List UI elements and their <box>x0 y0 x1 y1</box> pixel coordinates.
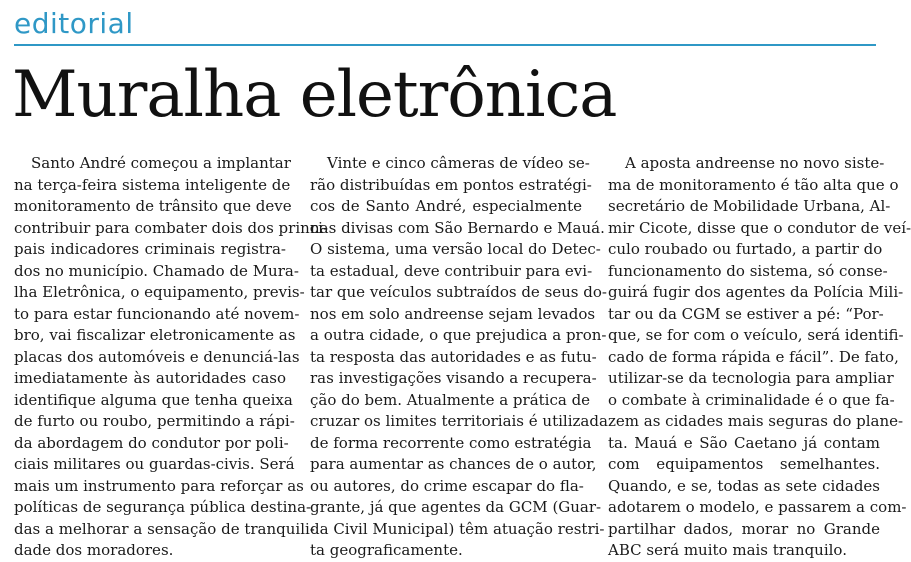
text-line: com equipamentos semelhantes. <box>608 455 880 473</box>
text-line: Vinte e cinco câmeras de vídeo se- <box>327 154 590 172</box>
text-line: que, se for com o veículo, será identifi- <box>608 326 904 344</box>
text-line: mais um instrumento para reforçar as <box>14 476 304 495</box>
text-line: utilizar-se da tecnologia para ampliar <box>608 369 894 387</box>
text-line: dos no município. Chamado de Mura- <box>14 261 299 280</box>
text-line: secretário de Mobilidade Urbana, Al- <box>608 197 891 215</box>
text-line: ou autores, do crime escapar do fla- <box>310 476 584 495</box>
text-line: das a melhorar a sensação de tranquili- <box>14 519 315 538</box>
text-line: da abordagem do condutor por poli- <box>14 433 289 452</box>
text-line: nos em solo andreense sejam levados <box>310 304 596 323</box>
text-line: zem as cidades mais seguras do plane- <box>608 412 904 430</box>
text-line: Santo André começou a implantar <box>31 154 291 172</box>
text-line: a outra cidade, o que prejudica a pron- <box>310 326 607 344</box>
text-line: bro, vai fiscalizar eletronicamente as <box>14 326 296 344</box>
text-line: ção do bem. Atualmente a prática de <box>310 390 591 409</box>
text-line: ras investigações visando a recupera- <box>310 369 597 387</box>
text-line: ta resposta das autoridades e as futu- <box>310 347 597 366</box>
text-line: grante, já que agentes da GCM (Guar- <box>310 498 602 516</box>
text-line: da Civil Municipal) têm atuação restri- <box>310 519 605 538</box>
text-line: culo roubado ou furtado, a partir do <box>608 240 883 258</box>
text-line: pais indicadores criminais registra- <box>14 240 286 258</box>
text-line: ta. Mauá e São Caetano já contam <box>608 433 880 452</box>
text-line: placas dos automóveis e denunciá-las <box>14 347 300 366</box>
text-line: to para estar funcionando até novem- <box>14 304 300 323</box>
text-line: A aposta andreense no novo siste- <box>625 154 885 172</box>
text-line: cos de Santo André, especialmente <box>310 197 582 215</box>
text-line: tar que veículos subtraídos de seus do- <box>310 283 607 301</box>
text-line: funcionamento do sistema, só conse- <box>608 261 888 280</box>
kicker-rule <box>14 44 876 46</box>
text-line: na terça-feira sistema inteligente de <box>14 175 291 194</box>
headline: Muralha eletrônica <box>12 58 617 132</box>
section-kicker: editorial <box>14 7 134 40</box>
text-line: imediatamente às autoridades caso <box>14 369 286 387</box>
text-line: dade dos moradores. <box>14 541 174 559</box>
text-line: de furto ou roubo, permitindo a rápi- <box>14 412 295 430</box>
column-3 <box>608 153 911 562</box>
text-line: adotarem o modelo, e passarem a com- <box>608 498 907 516</box>
text-line: ta estadual, deve contribuir para evi- <box>310 261 593 280</box>
text-line: lha Eletrônica, o equipamento, previs- <box>14 283 305 301</box>
text-line: ciais militares ou guardas-civis. Será <box>14 455 295 473</box>
text-line: Quando, e se, todas as sete cidades <box>608 476 880 495</box>
text-line: partilhar dados, morar no Grande <box>608 519 880 538</box>
text-line: rão distribuídas em pontos estratégi- <box>310 175 592 194</box>
text-line: políticas de segurança pública destina- <box>14 498 312 516</box>
text-line: identifique alguma que tenha queixa <box>14 390 293 409</box>
text-line: mir Cicote, disse que o condutor de veí- <box>608 218 911 237</box>
text-line: para aumentar as chances de o autor, <box>310 455 597 473</box>
text-line: monitoramento de trânsito que deve <box>14 197 292 215</box>
text-line: nas divisas com São Bernardo e Mauá. <box>310 218 605 237</box>
column-2 <box>310 153 608 562</box>
text-line: de forma recorrente como estratégia <box>310 433 592 452</box>
text-line: ABC será muito mais tranquilo. <box>608 541 847 559</box>
text-line: ta geograficamente. <box>310 541 463 559</box>
text-line: contribuir para combater dois dos princi- <box>14 218 329 237</box>
text-line: cruzar os limites territoriais é utilizada <box>310 412 608 430</box>
text-line: tar ou da CGM se estiver a pé: “Por- <box>608 304 884 323</box>
text-line: cado de forma rápida e fácil”. De fato, <box>608 347 899 366</box>
text-line: guirá fugir dos agentes da Polícia Mili- <box>608 283 904 301</box>
column-1 <box>14 153 329 562</box>
text-line: o combate à criminalidade é o que fa- <box>608 390 895 409</box>
text-line: ma de monitoramento é tão alta que o <box>608 175 899 194</box>
text-line: O sistema, uma versão local do Detec- <box>310 240 601 258</box>
